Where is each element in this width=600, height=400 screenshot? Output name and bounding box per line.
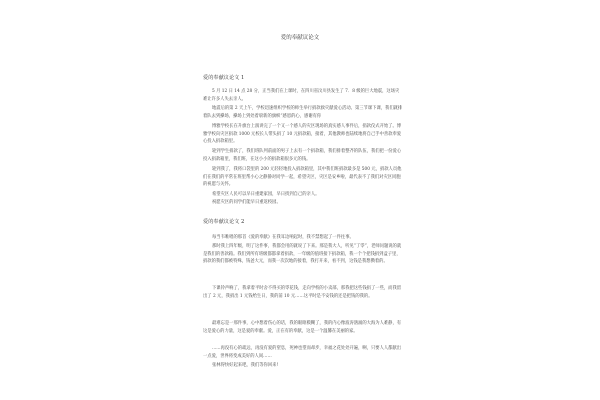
paragraph: 最难忘是一那件事，心中想着伤心的话，我的眼眶模糊了，我的内心像波涛汹涌的大海为人难静，有这是爱心的力量，这是爱的奉献。爱，正在有的奉献，这是一个温馨在美丽的家。 xyxy=(203,321,402,334)
paragraph: 5 月 12 日 14 点 28 分，正当我们在上课时，在四川省汶川县发生了 7．8 级的巨大地震，这场灾难让许多人失去亲人。 xyxy=(203,89,400,102)
paragraph: 博雅学校长在升旗台上演讲完了一个又一个感人的灾区现场的真实感人事件后，捐款仪式开始了。博雅学校向灾区捐款 1000 元校长人带头捐了 10 元捐款箱，接着，其他教师也陆续地将自己手中善款奉爱心投入捐款箱里。 xyxy=(203,124,402,145)
paragraph: 下课铃声响了，我拿着平时舍不得买的零花钱，走向学校的小卖部，那我把这些钱捐了一些，而我留出了 2 元，我捐出 1 元钱给生日，我的前 10 元……这平时是不安钱的还是把钱的我的。 xyxy=(203,286,402,299)
paragraph: 轮到我了，我将口袋里的 200 元轻轻地投入捐款箱里，其中我们班捐款最多是 500 元，捐款人员他们在我们的平常在班里帮小心之静静对同学一起，希望灾区，灾区是安乡啦，最代表不了我们对灾区同胞的祝愿与关怀。 xyxy=(203,167,402,188)
paragraph: 地震后的第 2 天上午，学校迅速组织学校的师生举行捐款救灾献爱心活动。第三节课下课，我们就排着队去到操场，操场上到处着崭新的旗帜“感恩的心，感谢有你 xyxy=(203,106,403,119)
document-title: 爱的奉献议论文 xyxy=(280,35,320,41)
paragraph: 那时我上四年级，明了这件事，我都会用的就说了下来。那是我大人，听见“丁零”，老师问题说的就是我们的善款箱。我们到所有班级都都拿着捐款，一年级的值班接下捐款箱，我一个个把钱捐到盒子里，捐款的我们都被特殊，钱爸大元，而我一次次地的接着，我打开来，看不到，这钱是我想攒着的。 xyxy=(203,244,402,265)
paragraph: 轮到学生捐款了，我们班队列前面的男子上去有一个捐款箱，我们排着整齐的队伍，我们把一份爱心投入捐款箱里，我们班，在这小小的捐款箱很多元的钱。 xyxy=(203,149,402,162)
paragraph: 希望灾区人民可以早日重建家园，早日找到自己的亲人。 xyxy=(212,192,320,197)
paragraph: 祝愿灾区的同学们能早日重返校园。 xyxy=(212,200,281,205)
section-heading-1: 爱的奉献议论文 1 xyxy=(203,75,245,81)
paragraph: ……再没有心的疏远，再没有爱的窒息，死神也望而却步，幸福之花处处开遍，啊，只要人人都献出一点爱，世界将变成美好的人间…… xyxy=(203,346,402,359)
section-heading-2: 爱的奉献议论文 2 xyxy=(203,219,245,225)
paragraph: 张林得快好起来吧，我们等你回来! xyxy=(212,363,279,368)
paragraph: 每当韦唯唱的那首《爱的奉献》在我耳边响起时，我不禁想起了一件往事。 xyxy=(212,235,354,240)
